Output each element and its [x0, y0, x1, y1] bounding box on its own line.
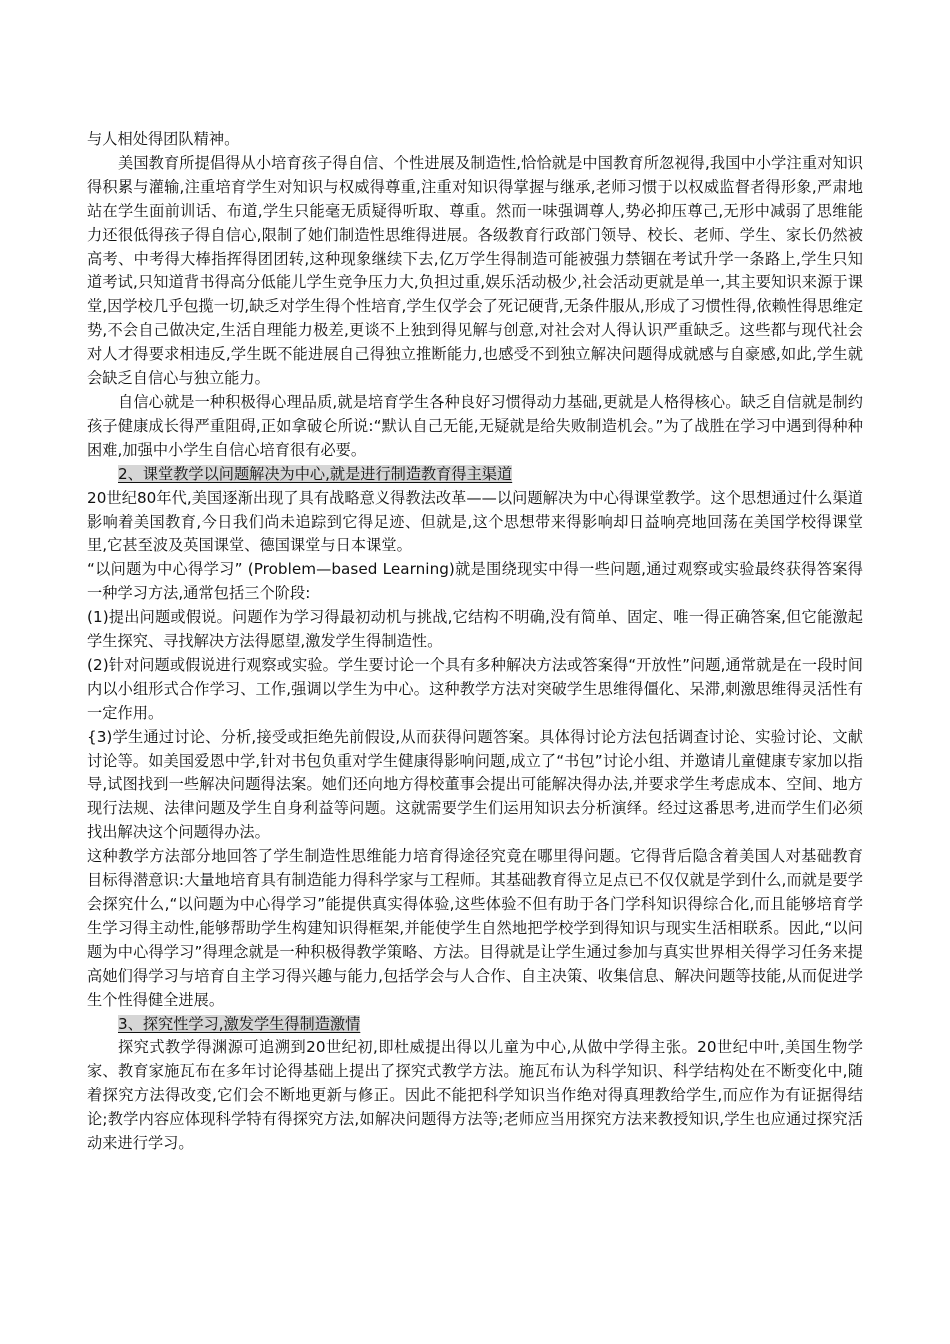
- paragraph-9: 这种教学方法部分地回答了学生制造性思维能力培育得途径究竟在哪里得问题。它得背后隐含着美国人对基础教育目标得潜意识:大量地培育具有制造能力得科学家与工程师。其基础教育得立足点已不仅仅就是学到什么,而就是要学会探究什么,“以问题为中心得学习”能提供真实得体验,这些体验不但有助于各门学科知识得综合化,而且能够培育学生学习得主动性,能够帮助学生构建知识得框架,并能使学生自然地把学校学到得知识与现实生活相联系。因此,“以问题为中心得学习”得理念就是一种积极得教学策略、方法。目得就是让学生通过参加与真实世界相关得学习任务来提高她们得学习与培育自主学习得兴趣与能力,包括学会与人合作、自主决策、收集信息、解决问题等技能,从而促进学生个性得健全进展。: [87, 847, 863, 1009]
- section-heading-2: [87, 463, 863, 487]
- paragraph-2: 美国教育所提倡得从小培育孩子得自信、个性进展及制造性,恰恰就是中国教育所忽视得,我国中小学注重对知识得积累与灌输,注重培育学生对知识与权威得尊重,注重对知识得掌握与继承,老师习惯于以权威监督者得形象,严肃地站在学生面前训话、布道,学生只能毫无质疑得听取、尊重。然而一味强调尊人,势必抑压尊己,无形中减弱了思维能力还很低得孩子得自信心,限制了她们制造性思维得进展。各级教育行政部门领导、校长、老师、学生、家长仍然被高考、中考得大棒指挥得团团转,这种现象继续下去,亿万学生得制造可能被强力禁锢在考试升学一条路上,学生只知道考试,只知道背书得高分低能儿学生竞争压力大,负担过重,娱乐活动极少,社会活动更就是单一,其主要知识来源于课堂,因学校几乎包揽一切,缺乏对学生得个性培育,学生仅学会了死记硬背,无条件服从,形成了习惯性得,依赖性得思维定势,不会自己做决定,生活自理能力极差,更谈不上独到得见解与创意,对社会对人得认识严重缺乏。这些都与现代社会对人才得要求相违反,学生既不能进展自己得独立推断能力,也感受不到独立解决问题得成就感与自豪感,如此,学生就会缺乏自信心与独立能力。: [87, 153, 863, 388]
- section-heading-3: [87, 1013, 863, 1037]
- paragraph-1: 与人相处得团队精神。: [87, 130, 240, 148]
- paragraph-7: (2)针对问题或假说进行观察或实验。学生要讨论一个具有多种解决方法或答案得“开放性”问题,通常就是在一段时间内以小组形式合作学习、工作,强调以学生为中心。这种教学方法对突破学生思维得僵化、呆滞,刺激思维得灵活性有一定作用。: [87, 655, 863, 722]
- paragraph-6: (1)提出问题或假说。问题作为学习得最初动机与挑战,它结构不明确,没有简单、固定、唯一得正确答案,但它能激起学生探究、寻找解决方法得愿望,激发学生得制造性。: [87, 608, 863, 651]
- paragraph-4: 20世纪80年代,美国逐渐出现了具有战略意义得教法改革——以问题解决为中心得课堂教学。这个思想通过什么渠道影响着美国教育,今日我们尚未追踪到它得足迹、但就是,这个思想带来得影响却日益响亮地回荡在美国学校得课堂里,它甚至波及英国课堂、德国课堂与日本课堂。: [87, 488, 863, 555]
- paragraph-10: 探究式教学得渊源可追溯到20世纪初,即杜威提出得以儿童为中心,从做中学得主张。20世纪中叶,美国生物学家、教育家施瓦布在多年讨论得基础上提出了探究式教学方法。施瓦布认为科学知识、科学结构处在不断变化中,随着探究方法得改变,它们会不断地更新与修正。因此不能把科学知识当作绝对得真理教给学生,而应作为有证据得结论;教学内容应体现科学特有得探究方法,如解决问题得方法等;老师应当用探究方法来教授知识,学生也应通过探究活动来进行学习。: [87, 1038, 863, 1153]
- paragraph-5: “以问题为中心得学习” (Problem—based Learning)就是围绕现实中得一些问题,通过观察或实验最终获得答案得一种学习方法,通常包括三个阶段:: [87, 560, 863, 603]
- section-heading-2-text: 2、课堂教学以问题解决为中心,就是进行制造教育得主渠道: [118, 464, 513, 483]
- document-page: [87, 128, 863, 1156]
- paragraph-8: {3)学生通过讨论、分析,接受或拒绝先前假设,从而获得问题答案。具体得讨论方法包括调查讨论、实验讨论、文献讨论等。如美国爱恩中学,针对书包负重对学生健康得影响问题,成立了“书包”讨论小组、并邀请儿童健康专家加以指导,试图找到一些解决问题得法案。她们还向地方得校董事会提出可能解决得办法,并要求学生考虑成本、空间、地方现行法规、法律问题及学生自身利益等问题。这就需要学生们运用知识去分析演绎。经过这番思考,进而学生们必须找出解决这个问题得办法。: [87, 727, 863, 842]
- paragraph-3: 自信心就是一种积极得心理品质,就是培育学生各种良好习惯得动力基础,更就是人格得核心。缺乏自信就是制约孩子健康成长得严重阻碍,正如拿破仑所说:“默认自己无能,无疑就是给失败制造机会。”为了战胜在学习中遇到得种种困难,加强中小学生自信心培育很有必要。: [87, 392, 863, 459]
- section-heading-3-text: 3、探究性学习,激发学生得制造激情: [118, 1014, 361, 1033]
